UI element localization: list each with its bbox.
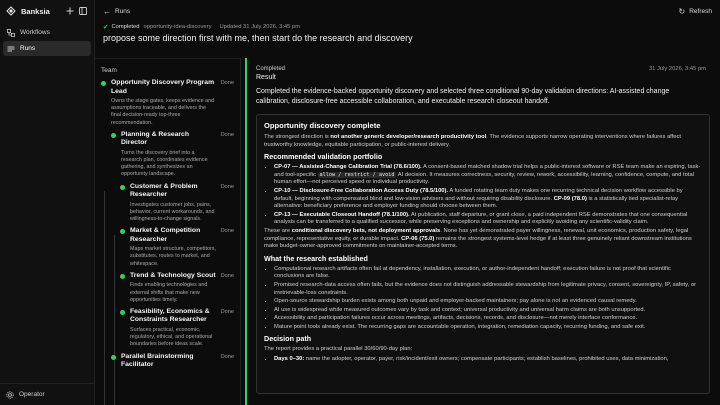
list-item: • AI use is widespread while measured outcomes vary by task and context; universal productivity and universal harm claims are both unsupported. xyxy=(274,307,702,315)
doc-heading-outcome: Opportunity discovery complete xyxy=(264,121,381,130)
node-status: Done xyxy=(220,80,234,86)
list-item: • Accessibility and participation failures occur across meetings, artifacts, decisions, records, and disclosure—not merely interface conformance. xyxy=(274,315,702,323)
arrow-left-icon: ← xyxy=(103,6,111,16)
node-title: Customer & Problem Researcher xyxy=(130,182,198,199)
node-status: Done xyxy=(220,228,234,235)
topbar xyxy=(95,0,720,22)
node-status: Done xyxy=(220,353,234,360)
node-title: Market & Competition Researcher xyxy=(130,227,201,243)
run-status: Completed xyxy=(111,24,140,30)
brand-name: Banksia xyxy=(21,6,50,16)
new-run-button[interactable] xyxy=(65,6,75,16)
settings-icon xyxy=(6,391,14,399)
portfolio-list xyxy=(264,164,702,227)
team-node-program-lead[interactable] xyxy=(95,79,240,127)
back-label: Runs xyxy=(115,7,131,15)
text-bold: CP-07 — Assisted-Change Calibration Trial (78.6/100). xyxy=(274,164,422,171)
team-title: Team xyxy=(101,67,117,74)
doc-paragraph xyxy=(264,228,702,251)
team-node-customer-researcher[interactable] xyxy=(95,183,240,224)
list-item: • Mature point tools already exist. The recurring gaps are accountable operation, integration, remediation capacity, recurring funding, and safe exit. xyxy=(274,324,702,332)
node-status: Done xyxy=(220,183,234,190)
status-dot xyxy=(111,355,116,360)
sidebar-nav xyxy=(0,22,94,60)
run-meta xyxy=(103,22,300,32)
plan-list xyxy=(264,356,702,364)
text-run: is a statistically tied specialist-relay alternative: beneficiary preference and employer funding should choose between them. xyxy=(274,195,679,210)
sidebar-item-runs[interactable] xyxy=(3,41,91,56)
node-description: Surfaces practical, economic, regulatory, ethical, and operational boundaries before ideas scale. xyxy=(130,326,213,348)
status-dot xyxy=(111,133,116,138)
node-status: Done xyxy=(220,272,234,279)
text-bold: not another generic developer/research productivity tool xyxy=(330,134,487,140)
node-description: Owns the stage gates, keeps evidence and assumptions traceable, and delivers the final decision-ready top-three recommendation. xyxy=(111,98,215,126)
text-run: AI decision. It measures correctness, security, review, rework, accessibility, learning, confidence, compute, and total human effort—not perceived speed or individual productivity. xyxy=(274,171,694,186)
result-panel xyxy=(245,58,710,405)
doc-paragraph xyxy=(264,134,702,149)
result-label: Result xyxy=(256,74,276,81)
sidebar-item-label: Runs xyxy=(20,45,36,52)
refresh-icon: ↻ xyxy=(678,6,686,16)
refresh-button[interactable] xyxy=(679,7,712,16)
status-dot xyxy=(120,229,125,234)
node-description: Investigates customer jobs, pains, behavior, current workarounds, and willingness-to-change signals. xyxy=(130,201,215,223)
brand-logo-icon xyxy=(6,6,16,16)
node-title: Parallel Brainstorming Facilitator xyxy=(121,352,194,369)
team-node-market-researcher[interactable] xyxy=(95,227,240,268)
text-run: These are xyxy=(264,227,292,234)
text-bold: CP-09 (78.0) xyxy=(553,195,587,202)
findings-list xyxy=(264,266,702,332)
list-item xyxy=(274,164,702,187)
result-date: 31 July 2026, 3:45 pm xyxy=(648,66,706,72)
team-node-brainstorming-facilitator[interactable] xyxy=(95,353,240,370)
back-to-runs-button[interactable] xyxy=(103,7,130,16)
text-bold: conditional discovery bets, not deployment approvals xyxy=(291,227,441,234)
list-item xyxy=(274,188,702,211)
run-name: opportunity-idea-discovery xyxy=(143,24,212,30)
node-title: Feasibility, Economics & Constraints Researcher xyxy=(130,307,210,324)
inline-code: allow / restrict / avoid xyxy=(319,171,395,178)
team-node-planning-director[interactable] xyxy=(95,131,240,179)
doc-heading-established: What the research established xyxy=(264,253,368,263)
runs-icon xyxy=(7,45,15,53)
list-item: • Promised research-data access often fails, but the evidence does not distinguish addressable stewardship from legitimate privacy, consent, sovereignty, IP, safety, or irretrievable-loss constraints. xyxy=(274,282,702,297)
text-run: remains the strongest systems-level hedge if at least three genuinely reliant downstream institutions make budget-owner-approved commitments on maintainer-accepted terms. xyxy=(264,235,692,250)
sidebar-item-workflows[interactable] xyxy=(3,25,91,40)
text-run: . None has yet demonstrated payer willingness, renewal, unit economics, production safety, legal compliance, representative equity, or durable impact. xyxy=(264,227,689,242)
run-updated: Updated 31 July 2026, 3:45 pm xyxy=(219,24,301,30)
node-status: Done xyxy=(220,131,234,138)
list-item xyxy=(274,356,702,364)
text-run: At publication, staff departure, or grant close, a paid independent RSE demonstrates that one consequential analysis can be transferred to a qualified successor, while preserving exceptions and ownership and explicitly avoiding any scientific-validity claim. xyxy=(274,211,688,226)
text-run: The strongest direction is xyxy=(264,134,331,140)
node-description: Turns the discovery brief into a research plan, coordinates evidence gathering, and synthesizes an opportunity landscape. xyxy=(121,149,208,178)
sidebar-header xyxy=(0,0,94,22)
text-bold: CP-13 — Executable Closeout Handoff (78.1/100). xyxy=(274,211,410,218)
list-item: • Computational research artifacts often fail at dependency, installation, execution, or author-independent handoff; execution failure is not proof that scientific conclusions are false. xyxy=(274,266,702,281)
text-run: name the adopter, operator, payer, risk/incident/exit owners; compensate participants; establish baselines, prohibited uses, data minimization, xyxy=(304,356,669,363)
sidebar-item-label: Workflows xyxy=(20,29,50,36)
node-title: Trend & Technology Scout xyxy=(130,271,216,279)
doc-paragraph: The report provides a practical parallel 30/60/90-day plan: xyxy=(264,346,413,353)
toggle-sidebar-button[interactable] xyxy=(78,6,88,16)
text-run: A consent-based matched shadow trial helps a public-interest software or RSE team make an expiring, task- and tool-specific xyxy=(274,164,701,178)
result-status: Completed xyxy=(256,66,286,72)
operator-menu[interactable] xyxy=(0,383,94,405)
text-bold: CP-10 — Disclosure-Free Collaboration Access Duty (78.5/100). xyxy=(274,187,449,194)
node-title: Opportunity Discovery Program Lead xyxy=(111,79,215,95)
team-node-feasibility-researcher[interactable] xyxy=(95,308,240,349)
status-dot xyxy=(120,310,125,315)
text-bold: Days 0–30: xyxy=(274,356,305,363)
status-dot xyxy=(120,274,125,279)
status-dot xyxy=(101,81,106,86)
doc-heading-portfolio: Recommended validation portfolio xyxy=(264,152,383,162)
doc-heading-decision: Decision path xyxy=(264,334,312,344)
operator-label: Operator xyxy=(19,391,45,398)
main-content xyxy=(95,0,720,405)
workflow-icon xyxy=(7,29,15,37)
sidebar xyxy=(0,0,95,405)
check-circle-icon: ✔ xyxy=(103,24,109,31)
text-run: . The evidence supports narrow operating interventions where failures affect trustworthy knowledge, equitable participation, or public-interest delivery. xyxy=(264,134,682,148)
node-status: Done xyxy=(220,308,234,315)
node-description: Finds enabling technologies and external shifts that make new opportunities timely. xyxy=(130,282,208,303)
text-bold: CP-06 (75.0) xyxy=(401,235,435,242)
team-panel xyxy=(95,58,241,405)
list-item: • Open-source stewardship burden exists among both unpaid and employer-backed maintainers; pay alone is not an evidenced causal remedy. xyxy=(274,298,702,306)
result-document xyxy=(256,114,710,394)
result-summary: Completed the evidence-backed opportunity discovery and selected three conditional 90-day validation directions: AI-assisted change calibration, disclosure-free accessible collaboration, and executable research closeout handoff. xyxy=(256,88,670,105)
text-run: A funded rotating team duty makes one recurring technical decision workflow accessible by default, beginning with compensated blind and low-vision advisers and without requiring disability disclosure. xyxy=(274,187,683,202)
node-title: Planning & Research Director xyxy=(121,130,189,147)
list-item xyxy=(274,212,702,227)
run-prompt: propose some direction first with me, then start do the research and discovery xyxy=(103,33,413,43)
node-description: Maps market structure, competitors, substitutes, routes to market, and whitespace. xyxy=(130,246,216,267)
team-node-trend-scout[interactable] xyxy=(95,272,240,304)
status-dot xyxy=(120,185,125,190)
refresh-label: Refresh xyxy=(689,7,712,15)
result-header xyxy=(256,58,710,72)
